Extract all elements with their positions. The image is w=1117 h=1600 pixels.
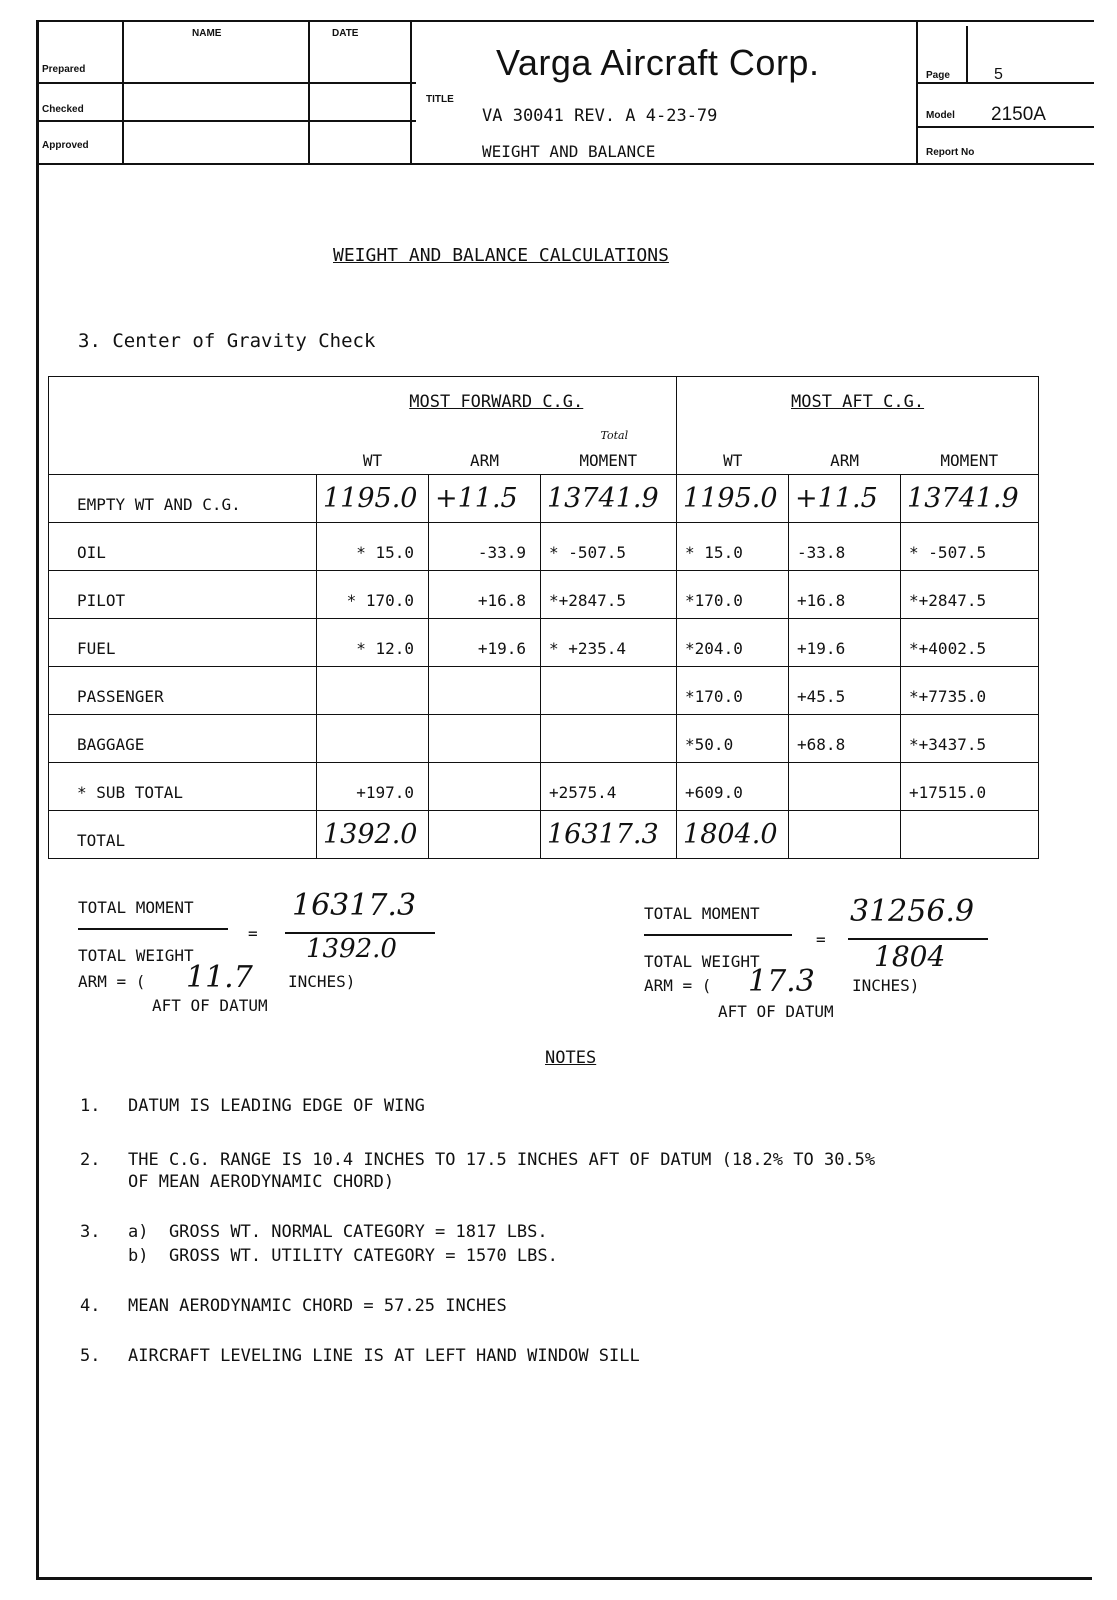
row-label: BAGGAGE (49, 715, 317, 763)
cell-a-mom: *+4002.5 (901, 619, 1039, 667)
note-text: MEAN AERODYNAMIC CHORD = 57.25 INCHES (128, 1296, 507, 1316)
note-number: 4. (80, 1296, 101, 1316)
note-text: DATUM IS LEADING EDGE OF WING (128, 1096, 425, 1116)
table-row (49, 571, 1039, 619)
table-row (49, 667, 1039, 715)
row-label: FUEL (49, 619, 317, 667)
cell-f-mom: *+2847.5 (541, 571, 677, 619)
column-header-row (49, 427, 1039, 475)
cell-f-arm (429, 763, 541, 811)
fwd-weight-value: 1392.0 (306, 934, 397, 964)
cell-a-mom: *+2847.5 (901, 571, 1039, 619)
table-row (49, 475, 1039, 523)
prepared-label: Prepared (42, 64, 86, 75)
cell-f-wt: * 15.0 (317, 523, 429, 571)
cell-a-arm: +19.6 (789, 619, 901, 667)
most-forward-header: MOST FORWARD C.G. (317, 377, 677, 427)
row-label: PILOT (49, 571, 317, 619)
group-header-row (49, 377, 1039, 427)
note-number: 2. (80, 1150, 101, 1170)
cell-a-arm (789, 763, 901, 811)
cell-a-mom: 13741.9 (901, 475, 1039, 523)
aft-weight-label: TOTAL WEIGHT (644, 952, 760, 971)
cell-f-wt: * 12.0 (317, 619, 429, 667)
cell-f-arm: -33.9 (429, 523, 541, 571)
cell-a-wt: 1195.0 (677, 475, 789, 523)
notes-title: NOTES (545, 1048, 597, 1068)
fwd-arm-prefix: ARM = ( (78, 972, 146, 991)
model-number: 2150A (991, 104, 1046, 125)
cell-f-mom: 13741.9 (541, 475, 677, 523)
document-subtitle: WEIGHT AND BALANCE (482, 142, 656, 161)
cell-a-mom (901, 811, 1039, 859)
row-label: TOTAL (49, 811, 317, 859)
cell-a-arm (789, 811, 901, 859)
cg-check-table (48, 376, 1039, 859)
page-heading: WEIGHT AND BALANCE CALCULATIONS (333, 245, 669, 266)
cell-f-mom: 16317.3 (541, 811, 677, 859)
cell-a-arm: +45.5 (789, 667, 901, 715)
cell-a-mom: +17515.0 (901, 763, 1039, 811)
fwd-moment-label: TOTAL MOMENT (78, 898, 194, 917)
note-number: 5. (80, 1346, 101, 1366)
col-wt-forward: WT (317, 427, 429, 475)
cell-f-mom: * +235.4 (541, 619, 677, 667)
fwd-arm-value: 11.7 (186, 960, 253, 995)
page-number: 5 (994, 66, 1003, 83)
cell-f-wt (317, 667, 429, 715)
cell-f-wt: +197.0 (317, 763, 429, 811)
aft-arm-prefix: ARM = ( (644, 976, 712, 995)
title-label: TITLE (426, 94, 454, 105)
date-label: DATE (332, 28, 359, 39)
cell-f-arm: +16.8 (429, 571, 541, 619)
cell-a-arm: -33.8 (789, 523, 901, 571)
col-moment-aft: MOMENT (901, 427, 1039, 475)
aft-arm-suffix: INCHES) (852, 976, 920, 995)
cell-f-arm: +11.5 (429, 475, 541, 523)
cell-f-arm (429, 667, 541, 715)
aft-weight-value: 1804 (874, 940, 946, 973)
note-text-continued: b) GROSS WT. UTILITY CATEGORY = 1570 LBS. (128, 1246, 558, 1266)
row-label: EMPTY WT AND C.G. (49, 475, 317, 523)
cell-f-mom (541, 667, 677, 715)
cell-a-wt: *50.0 (677, 715, 789, 763)
cell-f-arm: +19.6 (429, 619, 541, 667)
company-name: Varga Aircraft Corp. (496, 42, 820, 83)
note-number: 1. (80, 1096, 101, 1116)
row-label: PASSENGER (49, 667, 317, 715)
fwd-moment-value: 16317.3 (292, 888, 417, 923)
note-number: 3. (80, 1222, 101, 1242)
table-row (49, 763, 1039, 811)
cell-f-wt: 1195.0 (317, 475, 429, 523)
col-arm-aft: ARM (789, 427, 901, 475)
fwd-weight-label: TOTAL WEIGHT (78, 946, 194, 965)
cell-a-mom: * -507.5 (901, 523, 1039, 571)
total-note: Total (600, 428, 629, 442)
cell-a-mom: *+7735.0 (901, 667, 1039, 715)
name-label: NAME (192, 28, 222, 39)
cell-a-wt: 1804.0 (677, 811, 789, 859)
report-label: Report No (926, 147, 975, 158)
note-text: THE C.G. RANGE IS 10.4 INCHES TO 17.5 INCHES AFT OF DATUM (18.2% TO 30.5% (128, 1150, 876, 1170)
table-row (49, 619, 1039, 667)
note-text: a) GROSS WT. NORMAL CATEGORY = 1817 LBS. (128, 1222, 548, 1242)
aft-moment-value: 31256.9 (850, 894, 975, 929)
cell-f-arm (429, 715, 541, 763)
cell-a-wt: *170.0 (677, 667, 789, 715)
document-number: VA 30041 REV. A 4-23-79 (482, 106, 718, 126)
cell-a-wt: * 15.0 (677, 523, 789, 571)
cell-a-arm: +11.5 (789, 475, 901, 523)
table-row (49, 523, 1039, 571)
cell-f-mom: +2575.4 (541, 763, 677, 811)
aft-moment-label: TOTAL MOMENT (644, 904, 760, 923)
fwd-aft-of-datum: AFT OF DATUM (152, 996, 268, 1015)
title-block (36, 20, 1094, 166)
aft-aft-of-datum: AFT OF DATUM (718, 1002, 834, 1021)
model-label: Model (926, 110, 955, 121)
cell-f-wt (317, 715, 429, 763)
cell-f-wt: 1392.0 (317, 811, 429, 859)
cell-a-wt: *170.0 (677, 571, 789, 619)
cell-a-arm: +68.8 (789, 715, 901, 763)
checked-label: Checked (42, 104, 84, 115)
cell-a-wt: +609.0 (677, 763, 789, 811)
cell-a-wt: *204.0 (677, 619, 789, 667)
most-aft-header: MOST AFT C.G. (677, 377, 1039, 427)
col-arm-forward: ARM (429, 427, 541, 475)
fwd-arm-suffix: INCHES) (288, 972, 356, 991)
cell-a-mom: *+3437.5 (901, 715, 1039, 763)
note-text: AIRCRAFT LEVELING LINE IS AT LEFT HAND WINDOW SILL (128, 1346, 640, 1366)
approved-label: Approved (42, 140, 89, 151)
page-label: Page (926, 70, 950, 81)
row-label: OIL (49, 523, 317, 571)
aft-equals: = (816, 930, 826, 949)
fwd-equals: = (248, 924, 258, 943)
cell-a-arm: +16.8 (789, 571, 901, 619)
col-wt-aft: WT (677, 427, 789, 475)
section-title: 3. Center of Gravity Check (78, 330, 376, 352)
row-label: * SUB TOTAL (49, 763, 317, 811)
cell-f-mom: * -507.5 (541, 523, 677, 571)
cell-f-mom (541, 715, 677, 763)
note-text-continued: OF MEAN AERODYNAMIC CHORD) (128, 1172, 395, 1192)
aft-arm-value: 17.3 (748, 964, 815, 999)
col-moment-forward: Total MOMENT (541, 427, 677, 475)
cell-f-arm (429, 811, 541, 859)
cell-f-wt: * 170.0 (317, 571, 429, 619)
table-row (49, 715, 1039, 763)
table-row (49, 811, 1039, 859)
